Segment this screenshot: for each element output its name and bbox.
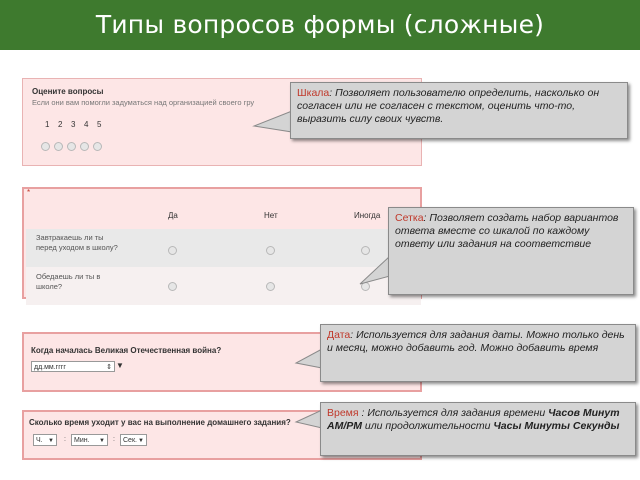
scale-radio-4[interactable] bbox=[80, 142, 89, 151]
slide-title: Типы вопросов формы (сложные) bbox=[0, 0, 640, 50]
hours-chevron-icon: ▼ bbox=[48, 438, 54, 444]
grid-callout-text: : Позволяет создать набор вариантов ответа вместе со шкалой по каждому ответу или задания на соответствие bbox=[395, 212, 619, 250]
grid-radio-1-yes[interactable] bbox=[168, 246, 177, 255]
grid-column-yes: Да bbox=[168, 211, 178, 220]
scale-number-3: 3 bbox=[71, 120, 76, 129]
grid-question-panel bbox=[22, 187, 422, 299]
seconds-select-value: Сек. bbox=[123, 437, 137, 444]
date-question-title: Когда началась Великая Отечественная война? bbox=[31, 346, 222, 355]
grid-row-label-2: Обедаешь ли ты в школе? bbox=[36, 272, 101, 291]
scale-radio-5[interactable] bbox=[93, 142, 102, 151]
date-callout-text: : Используется для задания даты. Можно только день и месяц, можно добавить год. Можно добавить время bbox=[327, 329, 625, 354]
time-callout-bold-1: Часов Минут AM/PM bbox=[327, 407, 620, 432]
time-question-title: Сколько время уходит у вас на выполнение домашнего задания? bbox=[29, 418, 291, 427]
scale-callout bbox=[290, 82, 628, 139]
grid-row-1 bbox=[26, 229, 421, 267]
grid-column-sometimes: Иногда bbox=[354, 211, 381, 220]
grid-column-no: Нет bbox=[264, 211, 278, 220]
time-separator-1: : bbox=[64, 436, 66, 443]
minutes-chevron-icon: ▼ bbox=[99, 438, 105, 444]
date-callout-term: Дата bbox=[327, 329, 351, 341]
scale-question-title: Оцените вопросы bbox=[32, 87, 104, 96]
grid-row-2 bbox=[26, 267, 421, 305]
scale-callout-term: Шкала bbox=[297, 87, 330, 99]
scale-number-1: 1 bbox=[45, 120, 50, 129]
hours-select-value: Ч. bbox=[36, 437, 43, 444]
grid-radio-2-sometimes[interactable] bbox=[361, 282, 370, 291]
scale-question-subtitle: Если они вам помогли задуматься над организацией своего гру bbox=[32, 98, 255, 107]
time-callout-term: Время bbox=[327, 407, 359, 419]
scale-number-4: 4 bbox=[84, 120, 89, 129]
hours-select[interactable] bbox=[33, 434, 57, 446]
grid-callout bbox=[388, 207, 634, 295]
time-callout-text-1: : Используется для задания времени bbox=[358, 407, 549, 419]
time-callout bbox=[320, 402, 636, 456]
scale-number-2: 2 bbox=[58, 120, 63, 129]
time-separator-2: : bbox=[113, 436, 115, 443]
date-input[interactable] bbox=[31, 361, 115, 372]
grid-radio-1-sometimes[interactable] bbox=[361, 246, 370, 255]
date-spin-icon[interactable]: ⇕ bbox=[106, 364, 112, 371]
grid-radio-1-no[interactable] bbox=[266, 246, 275, 255]
date-callout bbox=[320, 324, 636, 382]
grid-row-label-1: Завтракаешь ли ты перед уходом в школу? bbox=[36, 233, 118, 252]
seconds-chevron-icon: ▼ bbox=[138, 438, 144, 444]
scale-radio-1[interactable] bbox=[41, 142, 50, 151]
grid-callout-term: Сетка bbox=[395, 212, 424, 224]
scale-radio-3[interactable] bbox=[67, 142, 76, 151]
time-callout-bold-2: Часы Минуты Секунды bbox=[493, 420, 620, 432]
time-callout-text-2: или продолжительности bbox=[362, 420, 494, 432]
scale-callout-text: : Позволяет пользователю определить, насколько он согласен или не согласен с текстом, оценить что-то, выразить силу своих чувств. bbox=[297, 87, 600, 125]
grid-radio-2-no[interactable] bbox=[266, 282, 275, 291]
date-dropdown-icon[interactable]: ▼ bbox=[116, 361, 124, 370]
scale-number-5: 5 bbox=[97, 120, 102, 129]
minutes-select[interactable] bbox=[71, 434, 108, 446]
grid-radio-2-yes[interactable] bbox=[168, 282, 177, 291]
minutes-select-value: Мин. bbox=[74, 437, 90, 444]
scale-radio-2[interactable] bbox=[54, 142, 63, 151]
date-input-value: дд.мм.гггг bbox=[34, 364, 66, 371]
required-marker: * bbox=[27, 188, 31, 197]
seconds-select[interactable] bbox=[120, 434, 147, 446]
